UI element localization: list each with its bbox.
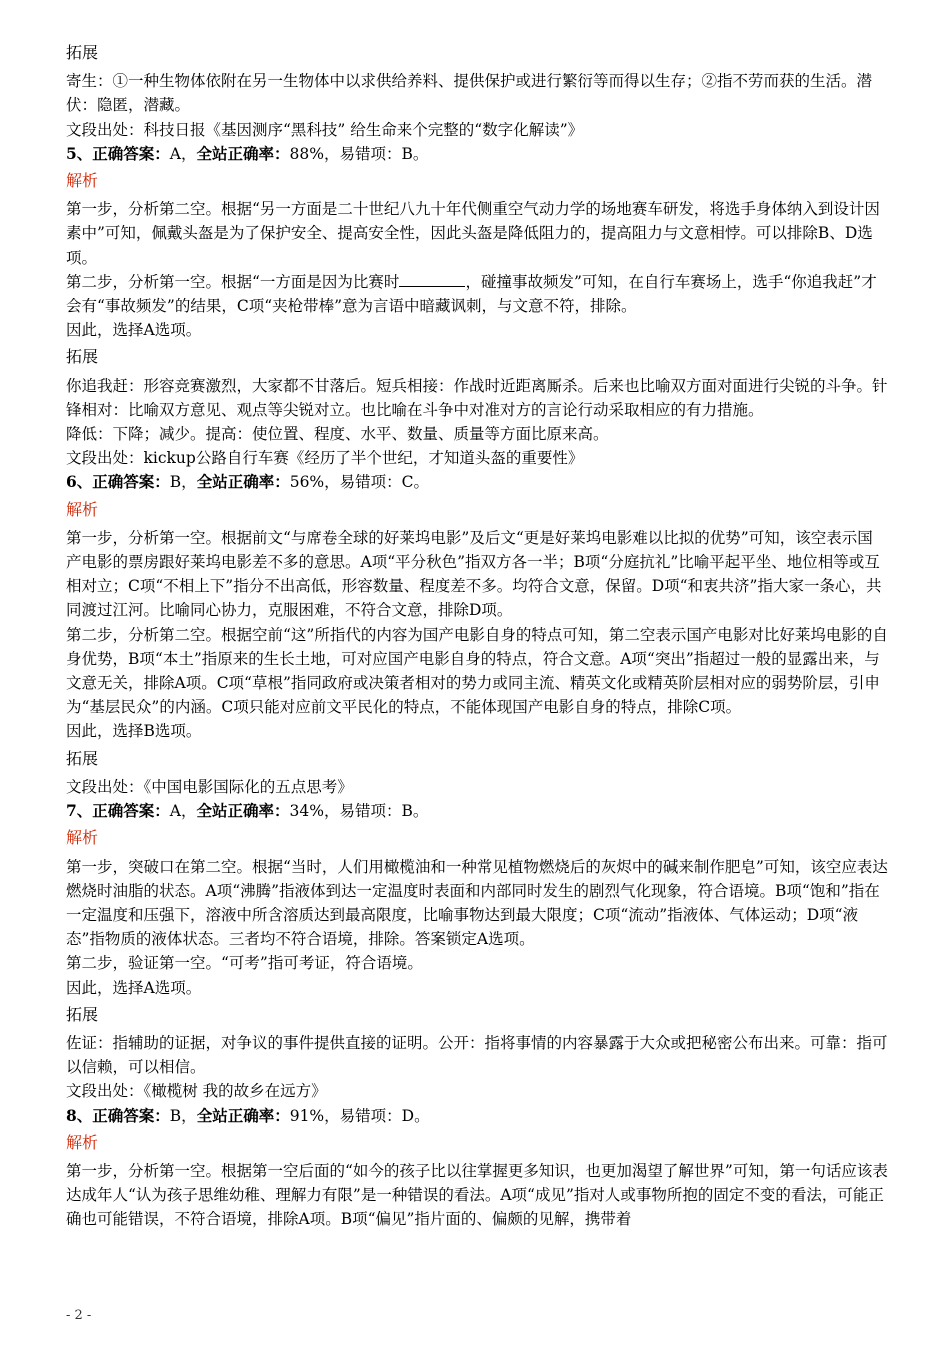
- answer-line-q7: 7、正确答案：A，全站正确率：34%，易错项：B。: [66, 801, 429, 821]
- tuozhan-heading-q6: 拓展: [66, 748, 99, 768]
- source-line-q7: 文段出处：《橄榄树 我的故乡在远方》: [66, 1082, 327, 1101]
- analysis-step1-q5: 第一步，分析第二空。根据“另一方面是二十世纪八九十年代侧重空气动力学的场地赛车研发，将选手身体纳入到设计因素中”可知，佩戴头盔是为了保护安全、提高安全性，因此头盔是降低阻力的，提高阻力与文意相悖。可以排除B、D选项。: [66, 200, 880, 267]
- tuozhan-heading-q5: 拓展: [66, 347, 99, 367]
- conclusion-q6: 因此，选择B选项。: [66, 722, 202, 741]
- conclusion-q7: 因此，选择A选项。: [66, 978, 202, 997]
- answer-line-q8: 8、正确答案：B，全站正确率：91%，易错项：D。: [66, 1105, 430, 1125]
- analysis-step1-q7: 第一步，突破口在第二空。根据“当时，人们用橄榄油和一种常见植物燃烧后的灰烬中的碱来制作肥皂”可知，该空应表达燃烧时油脂的状态。A项“沸腾”指液体到达一定温度时表面和内部同时发生的剧烈气化现象，符合语境。B项“饱和”指在一定温度和压强下，溶液中所含溶质达到最高限度，比喻事物达到最大限度；C项“流动”指液体、气体运动；D项“液态”指物质的液体状态。三者均不符合语境，排除。答案锁定A选项。: [66, 857, 888, 949]
- conclusion-q5: 因此，选择A选项。: [66, 321, 202, 340]
- page-number: - 2 -: [66, 1308, 92, 1323]
- analysis-step2-q6: 第二步，分析第二空。根据空前“这”所指代的内容为国产电影自身的特点可知，第二空表示国产电影对比好莱坞电影的自身优势，B项“本土”指原来的生长土地，可对应国产电影自身的特点，符合文意。A项“突出”指超过一般的显露出来，与文意无关，排除A项。C项“草根”指同政府或决策者相对的势力或同主流、精英文化或精英阶层相对应的弱势阶层，引申为“基层民众”的内涵。C项只能对应前文平民化的特点，不能体现国产电影自身的特点，排除C项。: [66, 625, 888, 717]
- analysis-step2-q7: 第二步，验证第一空。“可考”指可考证，符合语境。: [66, 954, 423, 973]
- analysis-step2-q5: 第二步，分析第一空。根据“一方面是因为比赛时 ，碰撞事故频发”可知，在自行车赛场上，选手“你追我赶”才会有“事故频发”的结果，C项“夹枪带棒”意为言语中暗藏讽刺，与文意不符，排除。: [66, 272, 877, 316]
- tuozhan-text-q7: 佐证：指辅助的证据，对争议的事件提供直接的证明。公开：指将事情的内容暴露于大众或把秘密公布出来。可靠：指可以信赖，可以相信。: [66, 1033, 888, 1077]
- document-page: [66, 38, 888, 1232]
- jiexi-heading-q6: 解析: [66, 499, 99, 519]
- source-line: 文段出处：科技日报《基因测序“黑科技” 给生命来个完整的“数字化解读”》: [66, 120, 584, 139]
- fill-blank: [399, 272, 465, 287]
- jiexi-heading-q7: 解析: [66, 828, 99, 848]
- answer-line-q5: 5、正确答案：A，全站正确率：88%，易错项：B。: [66, 143, 429, 163]
- jiexi-heading-q8: 解析: [66, 1132, 99, 1152]
- tuozhan-heading: 拓展: [66, 43, 99, 62]
- tuozhan-heading-q7: 拓展: [66, 1004, 99, 1024]
- tuozhan-text-q5-2: 降低：下降；减少。提高：使位置、程度、水平、数量、质量等方面比原来高。: [66, 425, 609, 444]
- answer-line-q6: 6、正确答案：B，全站正确率：56%，易错项：C。: [66, 472, 430, 492]
- source-line-q6: 文段出处：《中国电影国际化的五点思考》: [66, 777, 353, 796]
- analysis-step1-q8: 第一步，分析第一空。根据第一空后面的“如今的孩子比以往掌握更多知识，也更加渴望了解世界”可知，第一句话应该表达成年人“认为孩子思维幼稚、理解力有限”是一种错误的看法。A项“成见”指对人或事物所抱的固定不变的看法，可能正确也可能错误，不符合语境，排除A项。B项“偏见”指片面的、偏颇的见解，携带着: [66, 1161, 888, 1229]
- tuozhan-text: 寄生：①一种生物体依附在另一生物体中以求供给养料、提供保护或进行繁衍等而得以生存；②指不劳而获的生活。潜伏：隐匿，潜藏。: [66, 72, 873, 115]
- analysis-step1-q6: 第一步，分析第一空。根据前文“与席卷全球的好莱坞电影”及后文“更是好莱坞电影难以比拟的优势”可知，该空表示国产电影的票房跟好莱坞电影差不多的意思。A项“平分秋色”指双方各一半；B项“分庭抗礼”比喻平起平坐、地位相等或互相对立；C项“不相上下”指分不出高低，形容数量、程度差不多。均符合文意，保留。D项“和衷共济”指大家一条心，共同渡过江河。比喻同心协力，克服困难，不符合文意，排除D项。: [66, 528, 882, 620]
- source-line-q5: 文段出处：kickup公路自行车赛《经历了半个世纪，才知道头盔的重要性》: [66, 449, 584, 468]
- tuozhan-text-q5-1: 你追我赶：形容竞赛激烈，大家都不甘落后。短兵相接：作战时近距离厮杀。后来也比喻双方面对面进行尖锐的斗争。针锋相对：比喻双方意见、观点等尖锐对立。也比喻在斗争中对准对方的言论行动采取相应的有力措施。: [66, 376, 888, 419]
- jiexi-heading-q5: 解析: [66, 171, 99, 191]
